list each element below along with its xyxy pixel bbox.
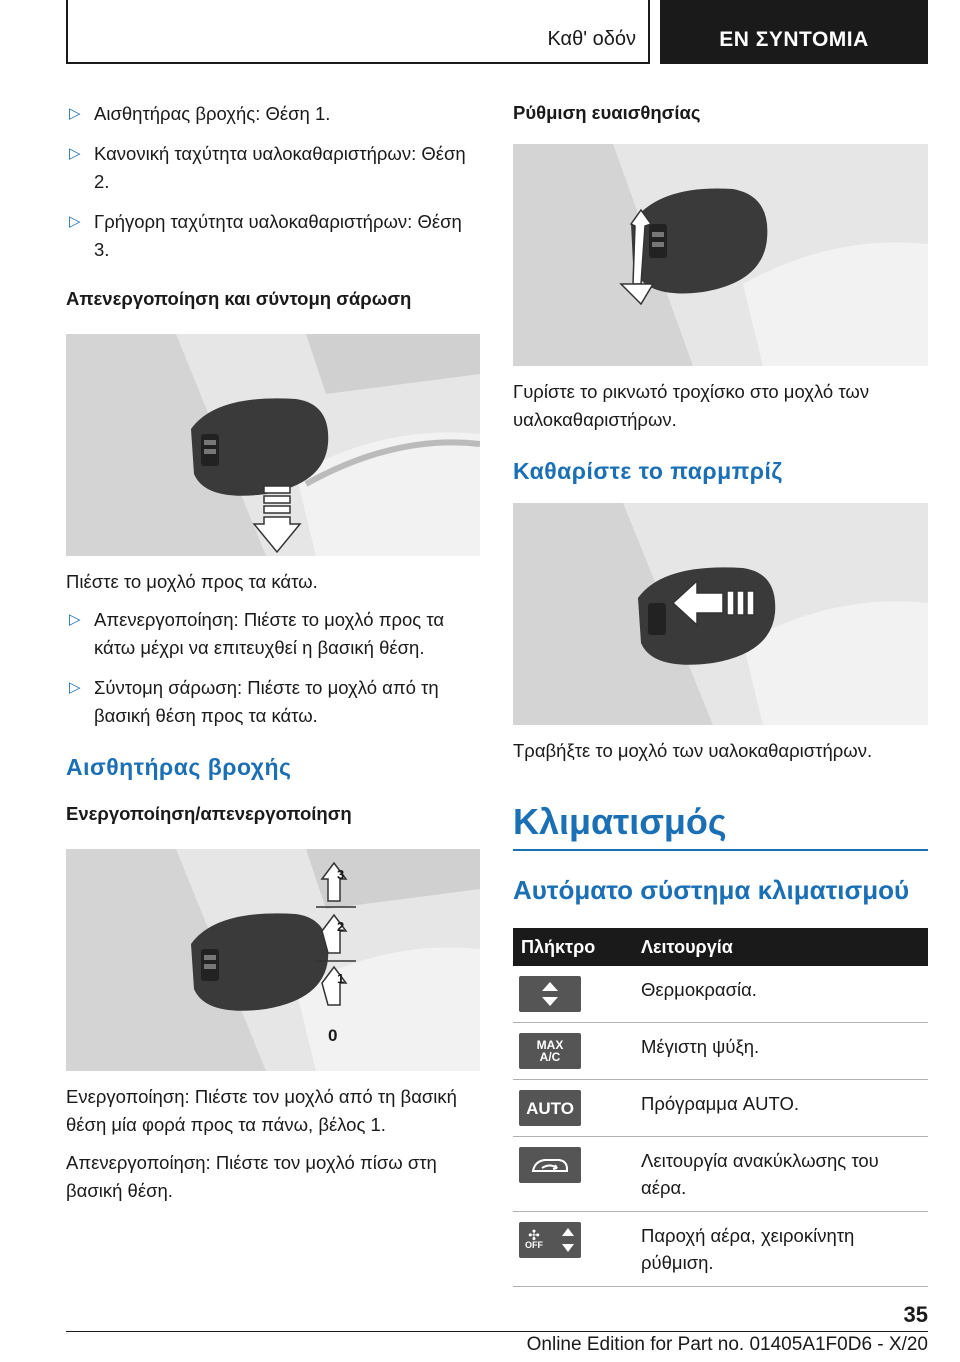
table-row [513, 1023, 928, 1080]
position-label: 3 [337, 867, 345, 882]
deactivate-text: Απενεργοποίηση: Πιέστε τον μοχλό πίσω στη βασική θέση. [66, 1152, 437, 1201]
wiper-lever-up-image [66, 849, 480, 1071]
function-text: Παροχή αέρα, χειροκίνητη ρύθμιση. [633, 1212, 928, 1287]
wiper-wheel-image [513, 144, 928, 366]
function-text: Θερμοκρασία. [633, 966, 928, 1023]
fan-icon: ✣ OFF [519, 1222, 581, 1258]
footer-divider [66, 1331, 928, 1332]
column-header-key: Πλήκτρο [513, 928, 633, 966]
climate-keys-table [513, 928, 928, 1287]
deactivate-options-list [66, 606, 480, 730]
wiper-lever-down-image [66, 334, 480, 556]
left-column [66, 100, 480, 1205]
auto-climate-heading: Αυτόματο σύστημα κλιματισμού [513, 875, 910, 905]
rain-sensor-heading: Αισθητήρας βροχής [66, 754, 292, 780]
function-text: Μέγιστη ψύξη. [633, 1023, 928, 1080]
deactivate-heading: Απενεργοποίηση και σύντομη σάρωση [66, 288, 412, 309]
auto-icon: AUTO [519, 1090, 581, 1126]
triangle-bullet-icon: ▷ [69, 611, 81, 628]
table-row [513, 1212, 928, 1287]
right-column [513, 100, 928, 1287]
table-row [513, 966, 928, 1023]
climate-heading: Κλιματισμός [513, 801, 727, 842]
function-text: Λειτουργία ανακύκλωσης του αέρα. [633, 1137, 928, 1212]
temperature-arrows-icon [519, 976, 581, 1012]
recirculation-icon [519, 1147, 581, 1183]
sensitivity-heading: Ρύθμιση ευαισθησίας [513, 102, 701, 123]
clean-text: Τραβήξτε το μοχλό των υαλοκαθαριστήρων. [513, 740, 873, 761]
page-number: 35 [903, 1302, 928, 1327]
list-item: ▷ Απενεργοποίηση: Πιέστε το μοχλό προς τα κάτω μέχρι να επιτευχθεί η βασική θέση. [66, 606, 480, 662]
press-down-text: Πιέστε το μοχλό προς τα κάτω. [66, 571, 318, 592]
tab-on-the-road[interactable] [66, 0, 650, 64]
table-header-row [513, 928, 928, 966]
heading-divider [513, 849, 928, 851]
triangle-bullet-icon: ▷ [69, 213, 81, 230]
table-row [513, 1080, 928, 1137]
clean-windshield-heading: Καθαρίστε το παρμπρίζ [513, 458, 783, 484]
position-label: 2 [337, 919, 345, 934]
wiper-positions-list [66, 100, 480, 264]
page-header [66, 0, 928, 64]
triangle-bullet-icon: ▷ [69, 105, 81, 122]
table-row [513, 1137, 928, 1212]
edition-text: Online Edition for Part no. 01405A1F0D6 - X/20 [526, 1334, 928, 1355]
position-label: 1 [337, 971, 345, 986]
position-label: 0 [328, 1026, 338, 1045]
activate-text: Ενεργοποίηση: Πιέστε τον μοχλό από τη βασική θέση μία φορά προς τα πάνω, βέλος 1. [66, 1086, 457, 1135]
list-item: ▷ Αισθητήρας βροχής: Θέση 1. [66, 100, 480, 128]
list-item: ▷ Σύντομη σάρωση: Πιέστε το μοχλό από τη βασική θέση προς τα κάτω. [66, 674, 480, 730]
list-item: ▷ Κανονική ταχύτητα υαλοκαθαριστήρων: Θέση 2. [66, 140, 480, 196]
tab-in-brief[interactable] [660, 0, 928, 64]
triangle-bullet-icon: ▷ [69, 679, 81, 696]
activate-heading: Ενεργοποίηση/απενεργοποίηση [66, 803, 352, 824]
column-header-function: Λειτουργία [633, 928, 928, 966]
wiper-pull-image [513, 503, 928, 725]
sensitivity-text: Γυρίστε το ρικνωτό τροχίσκο στο μοχλό των υαλοκαθαριστήρων. [513, 381, 870, 430]
tab-on-the-road-label: Καθ' οδόν [547, 28, 636, 50]
triangle-bullet-icon: ▷ [69, 145, 81, 162]
tab-in-brief-label: ΕΝ ΣΥΝΤΟΜΙΑ [719, 28, 869, 51]
list-item: ▷ Γρήγορη ταχύτητα υαλοκαθαριστήρων: Θέση 3. [66, 208, 480, 264]
max-ac-icon: MAX A/C [519, 1033, 581, 1069]
function-text: Πρόγραμμα AUTO. [633, 1080, 928, 1137]
